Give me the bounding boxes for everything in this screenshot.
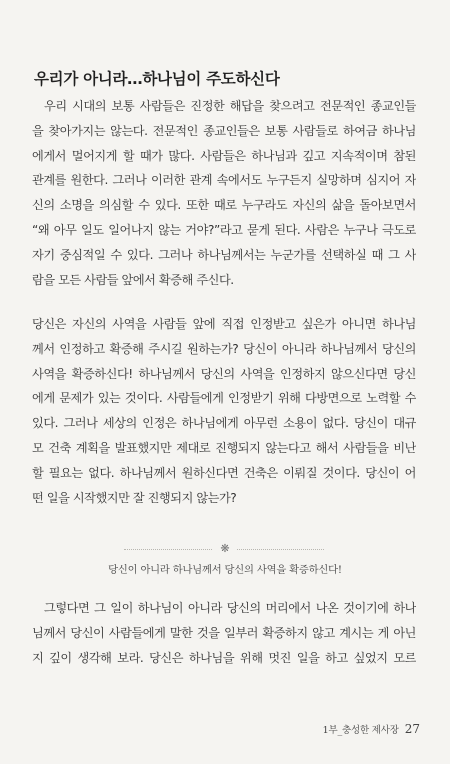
text-line: 있다. 그러나 세상의 인정은 하나님에게 아무런 소용이 없다. 당신이 대규 bbox=[32, 416, 416, 431]
text-line: 을 찾아가지는 않는다. 전문적인 종교인들은 보통 사람들로 하여금 하나님 bbox=[32, 123, 416, 138]
text-line: 그렇다면 그 일이 하나님이 아니라 당신의 머리에서 나온 것이기에 하나 bbox=[44, 601, 416, 615]
page-footer bbox=[323, 718, 420, 737]
text-line: 떤 일을 시작했지만 잘 진행되지 않는가? bbox=[32, 490, 237, 505]
text-line: “왜 아무 일도 일어나지 않는 거야?”라고 묻게 된다. 사람은 누구나 극도로 bbox=[32, 222, 416, 237]
text-line: 지 깊이 생각해 보라. 당신은 하나님을 위해 멋진 일을 하고 싶었지 모르 bbox=[32, 650, 416, 665]
text-line: 모 건축 계획을 발표했지만 제대로 진행되지 않는다고 해서 사람들을 비난 bbox=[32, 440, 416, 455]
paragraph-1 bbox=[32, 94, 416, 292]
text-line: 람을 모든 사람들 앞에서 확증해 주신다. bbox=[32, 272, 234, 287]
text-line: 할 필요는 없다. 하나님께서 원하신다면 건축은 이뤄질 것이다. 당신이 어 bbox=[32, 465, 416, 480]
section-heading: 우리가 아니라…하나님이 주도하신다 bbox=[34, 70, 280, 88]
text-line: 께서 인정하고 확증해 주시길 원하는가? 당신이 아니라 하나님께서 당신의 bbox=[32, 341, 416, 356]
text-line: 우리 시대의 보통 사람들은 진정한 해답을 찾으려고 전문적인 종교인들 bbox=[44, 99, 416, 113]
text-line: 당신은 자신의 사역을 사람들 앞에 직접 인정받고 싶은가 아니면 하나님 bbox=[32, 317, 416, 331]
page-number: 27 bbox=[404, 722, 420, 736]
text-line: 사역을 확증하신다! 하나님께서 당신의 사역을 인정하지 않으신다면 당신 bbox=[32, 366, 416, 381]
text-line: 자기 중심적일 수 있다. 그러나 하나님께서는 누군가를 선택하실 때 그 사 bbox=[32, 247, 416, 262]
text-line: 에게 문제가 있는 것이다. 사람들에게 인정받기 위해 다방면으로 노력할 수 bbox=[32, 391, 416, 406]
flower-ornament-icon: ❋ bbox=[213, 542, 237, 556]
text-line: 에게서 멀어지게 할 때가 많다. 사람들은 하나님과 깊고 지속적이며 참된 bbox=[32, 148, 416, 163]
running-head: 1부_충성한 제사장 bbox=[322, 725, 399, 736]
text-line: 신의 소명을 의심할 수 있다. 또한 때로 누구라도 자신의 삶을 돌아보면서 bbox=[32, 198, 416, 213]
paragraph-2 bbox=[32, 312, 416, 510]
paragraph-3 bbox=[32, 596, 416, 670]
text-line: 님께서 당신이 사람들에게 말한 것을 일부러 확증하지 않고 계시는 게 아닌 bbox=[32, 625, 416, 640]
pull-quote: 당신이 아니라 하나님께서 당신의 사역을 확증하신다! bbox=[108, 564, 342, 576]
text-line: 관계를 원한다. 그러나 이러한 관계 속에서도 누구든지 실망하며 심지어 자 bbox=[32, 173, 416, 188]
